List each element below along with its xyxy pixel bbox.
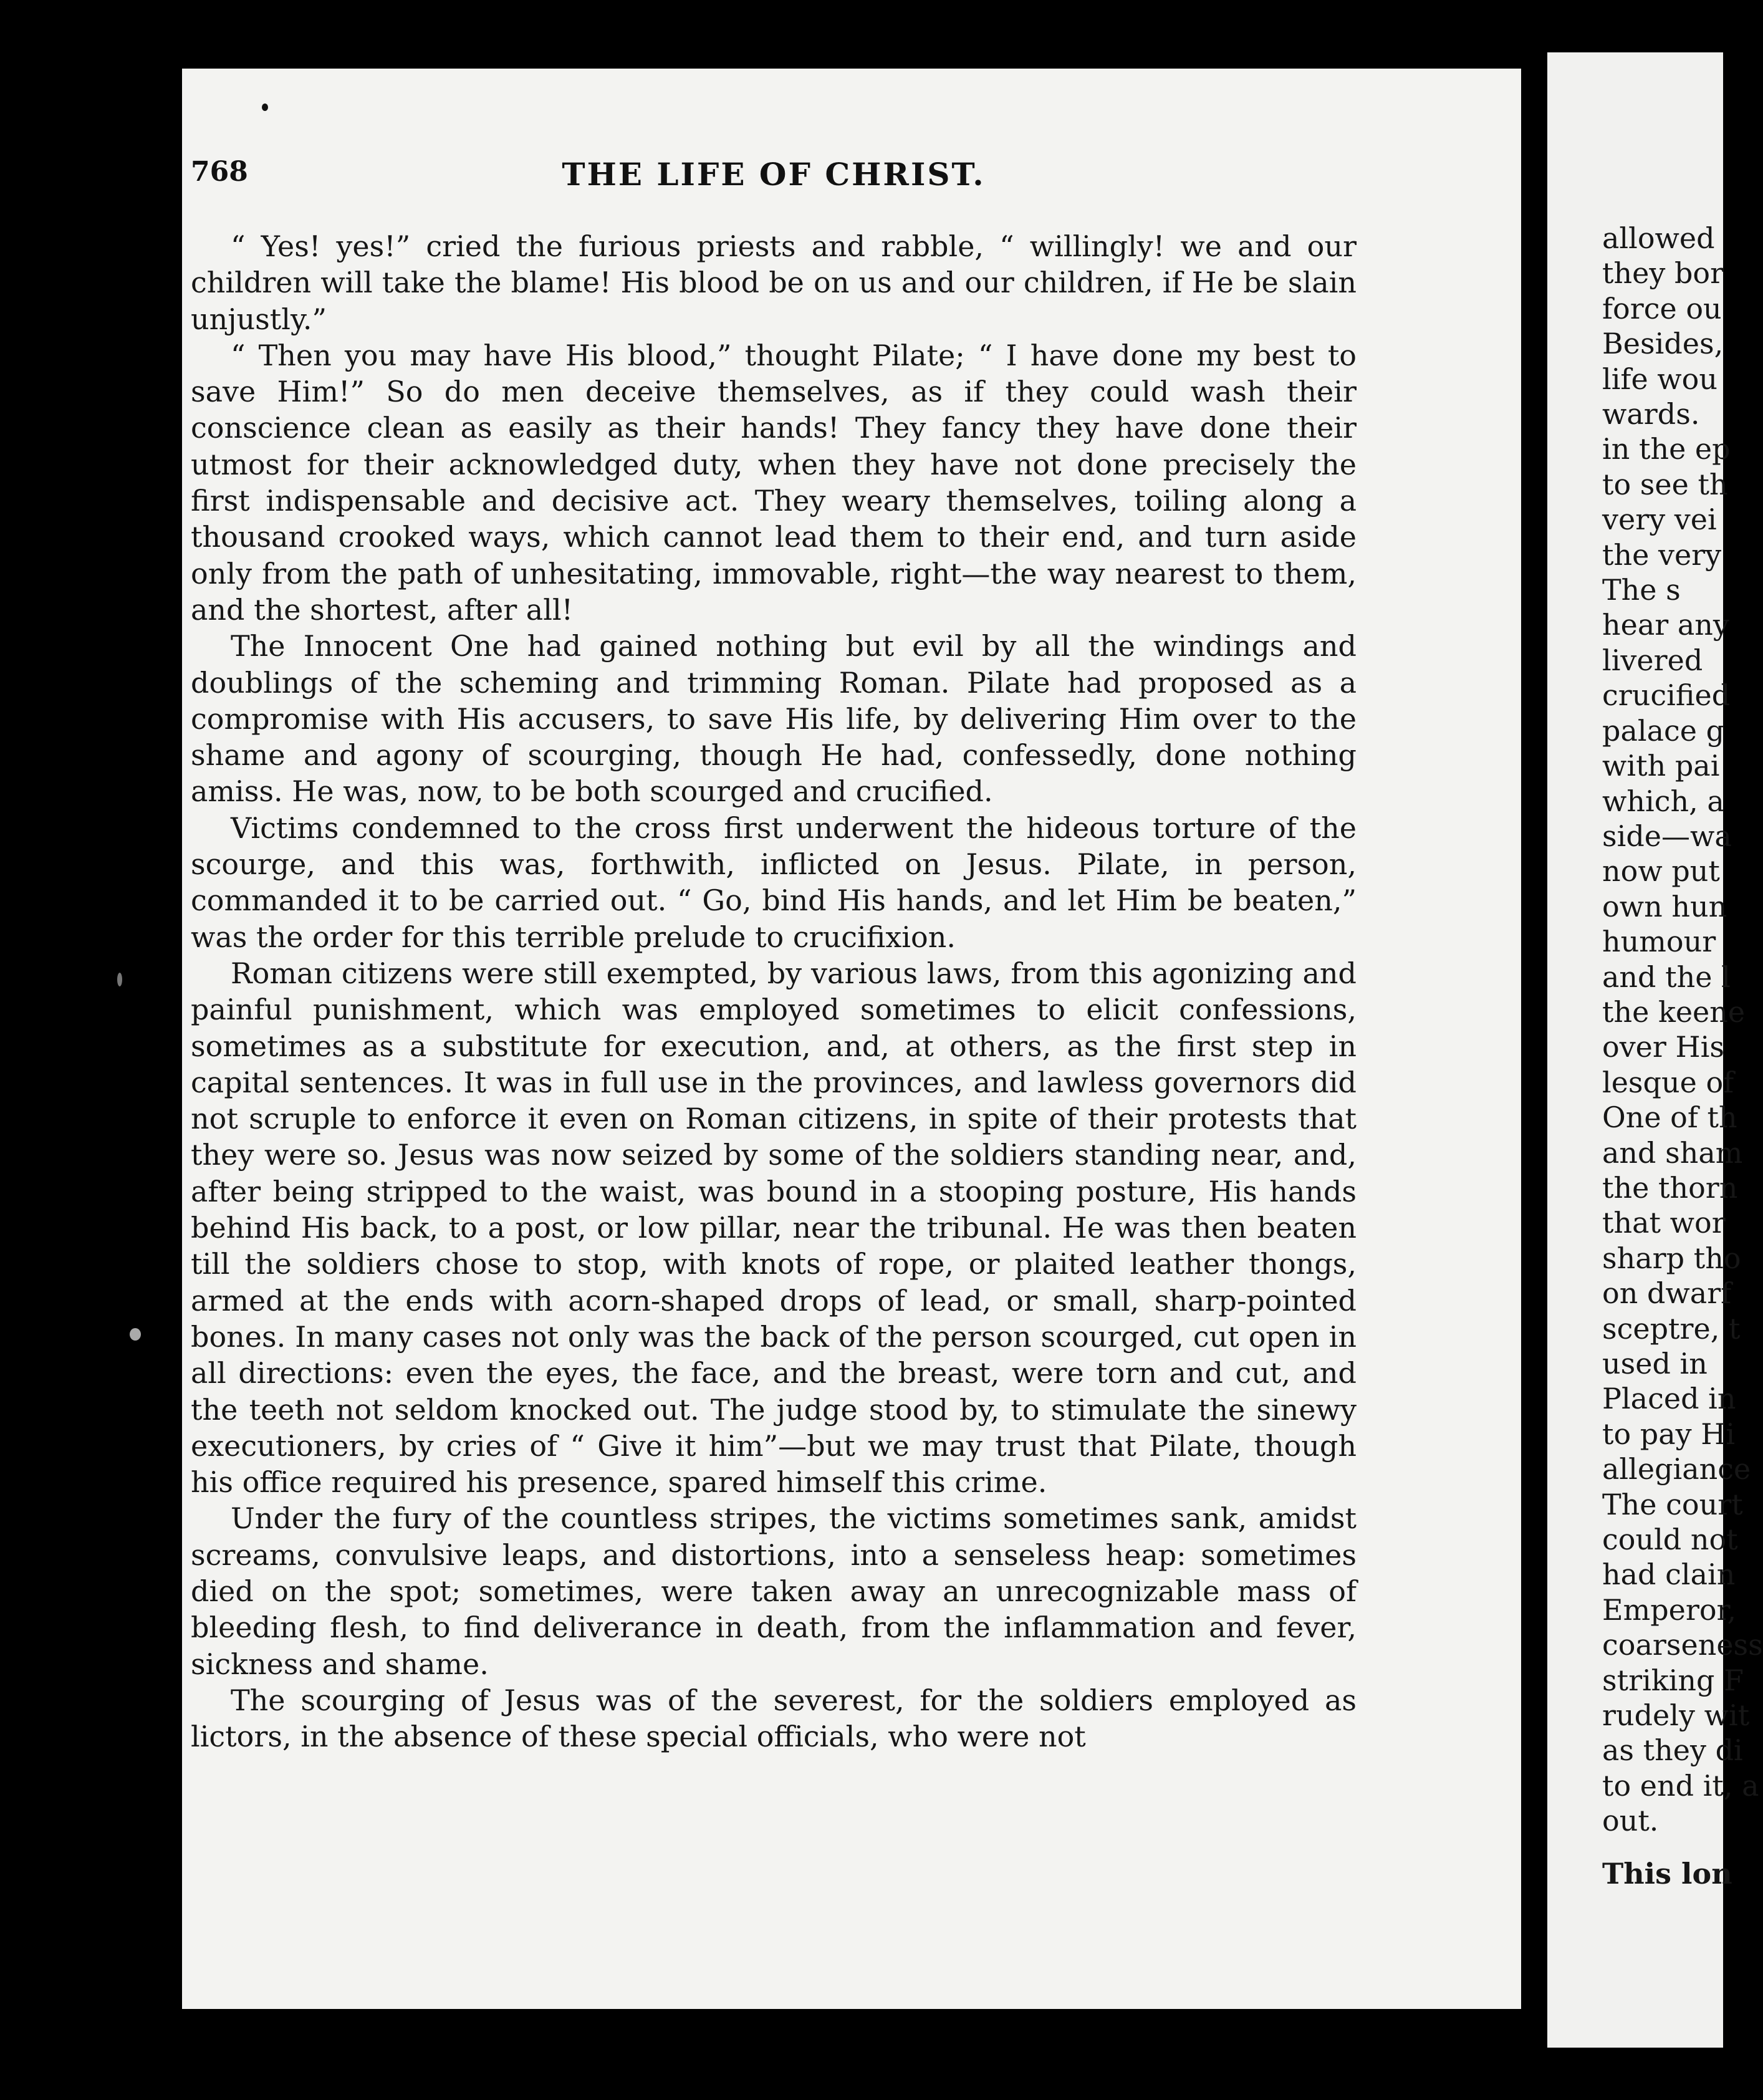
facing-page-line: and the l [1602,960,1731,994]
paragraph: Under the fury of the countless stripes, the victims sometimes sank, amidst screams, convulsive leaps, and distortions, into a senseless heap: sometimes died on the spot; sometimes, were taken away an unrecognizable mass of bleeding flesh, to find deliverance in death, from the inflammation and fever, sickness and shame. [191,1501,1357,1681]
facing-page-line: side—wa [1602,819,1732,853]
facing-page-line: could not [1602,1523,1738,1557]
facing-page-line: allowed [1602,221,1715,255]
facing-page-line: life wou [1602,362,1717,396]
facing-page-line: livered [1602,643,1703,677]
facing-page-line: Besides, [1602,327,1724,361]
facing-page-line: coarseness [1602,1628,1763,1662]
facing-page-fragment [1547,52,1763,2048]
facing-page-line: very vei [1602,503,1717,537]
body-text [191,228,1357,1755]
paragraph: “ Yes! yes!” cried the furious priests and rabble, “ willingly! we and our children will take the blame! His blood be on us and our children, if He be slain unjustly.” [191,229,1357,336]
facing-page-line: The s [1602,573,1681,607]
facing-page-line: Emperor, [1602,1592,1737,1627]
facing-page-line: that wor [1602,1206,1726,1240]
facing-page-line: with pai [1602,749,1720,783]
facing-page-line: the keene [1602,995,1746,1029]
page-number: 768 [191,156,248,188]
page-header [191,94,1357,193]
facing-page-line: as they di [1602,1733,1743,1768]
facing-page-line: allegiance [1602,1452,1751,1486]
facing-page-line: rudely wit [1602,1698,1750,1733]
facing-page-lines [1602,221,1763,1891]
facing-page-line: force ou [1602,291,1722,325]
running-title: THE LIFE OF CHRIST. [562,156,986,193]
facing-page-line: they bor [1602,256,1724,291]
scan-speck [262,104,268,111]
facing-page-line: to end it, a [1602,1768,1759,1803]
paragraph: The scourging of Jesus was of the severest, for the soldiers employed as lictors, in the absence of these special officials, who were not [191,1683,1357,1754]
facing-page-line: palace g [1602,713,1725,748]
facing-page-line: used in [1602,1347,1708,1380]
facing-page-line: out. [1602,1804,1659,1838]
facing-page-line: Placed in [1602,1382,1736,1416]
facing-page-line: the very [1602,537,1722,572]
paragraph: Victims condemned to the cross first underwent the hideous torture of the scourge, and this was, forthwith, inflicted on Jesus. Pilate, in person, commanded it to be carried out. “ Go, bind His hands, and let Him be beaten,” was the order for this terrible prelude to crucifixion. [191,811,1357,954]
facing-page-line: One of th [1602,1101,1737,1135]
facing-page-line: to pay Hi [1602,1417,1736,1451]
facing-page-line: the thorn [1602,1170,1738,1205]
facing-page-line: which, a [1602,784,1724,818]
facing-page-line: hear any [1602,608,1729,642]
scan-speck [130,1328,141,1341]
facing-page-line: humour [1602,925,1716,959]
facing-page-line: The court [1602,1487,1743,1521]
facing-page-line: sceptre, t [1602,1311,1741,1346]
facing-page-line: sharp tho [1602,1241,1741,1275]
facing-page-line: now put [1602,854,1720,889]
facing-page-line: in the ep [1602,432,1731,466]
facing-page-line: over His [1602,1030,1724,1064]
paragraph: “ Then you may have His blood,” thought Pilate; “ I have done my best to save Him!” So do men deceive themselves, as if they could wash their conscience clean as easily as their hands! They fancy they have done their utmost for their acknowledged duty, when they have not done precisely the first indispensable and decisive act. They weary themselves, toiling along a thousand crooked ways, which cannot lead them to their end, and turn aside only from the path of unhesitating, immovable, right—the way nearest to them, and the shortest, after all! [191,338,1357,627]
paragraph: Roman citizens were still exempted, by various laws, from this agonizing and painful punishment, which was employed sometimes to elicit confessions, sometimes as a substitute for execution, and, at others, as the first step in capital sentences. It was in full use in the provinces, and lawless governors did not scruple to enforce it even on Roman citizens, in spite of their protests that they were so. Jesus was now seized by some of the soldiers standing near, and, after being stripped to the waist, was bound in a stooping posture, His hands behind His back, to a post, or low pillar, near the tribunal. He was then beaten till the soldiers chose to stop, with knots of rope, or plaited leather thongs, armed at the ends with acorn-shaped drops of lead, or small, sharp-pointed bones. In many cases not only was the back of the person scourged, cut open in all directions: even the eyes, the face, and the breast, were torn and cut, and the teeth not seldom knocked out. The judge stood by, to stimulate the sinewy executioners, by cries of “ Give it him”—but we may trust that Pilate, though his office required his presence, spared himself this crime. [191,956,1357,1500]
facing-page-line: wards. [1602,397,1700,431]
facing-page-line: This lon [1602,1856,1732,1890]
paragraph: The Innocent One had gained nothing but evil by all the windings and doublings of the scheming and trimming Roman. Pilate had proposed as a compromise with His accusers, to save His life, by delivering Him over to the shame and agony of scourging, though He had, confessedly, done nothing amiss. He was, now, to be both scourged and crucified. [191,629,1357,809]
facing-page-line: crucified [1602,678,1731,713]
facing-page-line: to see th [1602,467,1728,501]
facing-page-line: on dwarf [1602,1276,1732,1311]
facing-page-line: own hun [1602,889,1727,923]
facing-page-line: had clain [1602,1558,1736,1592]
scan-speck [117,973,122,986]
facing-page-line: lesque of [1602,1065,1734,1099]
facing-page-line: and sham [1602,1135,1743,1170]
facing-page-line: striking F [1602,1663,1744,1697]
